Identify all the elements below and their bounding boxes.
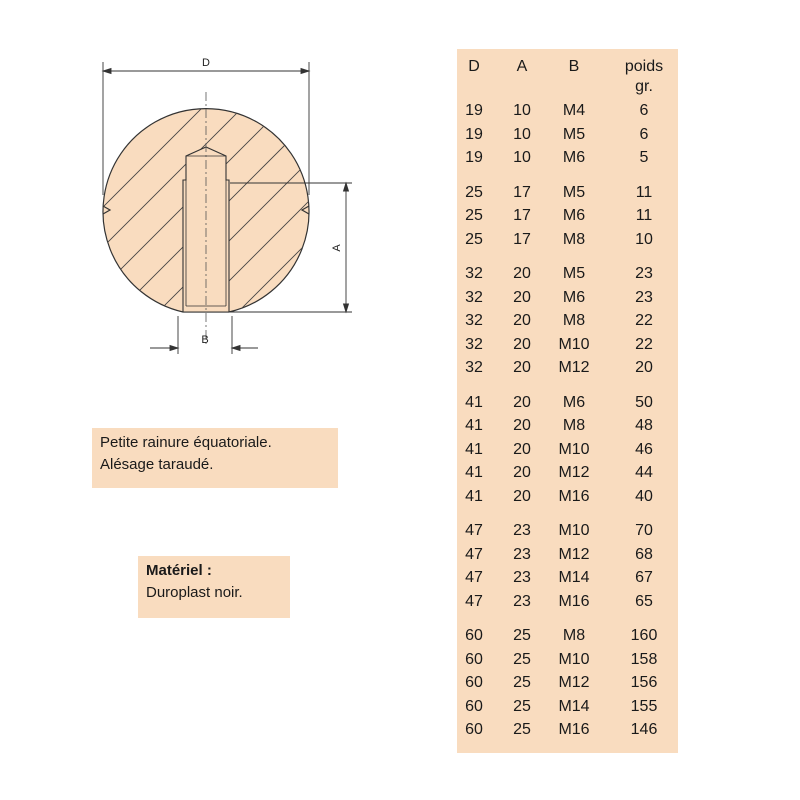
table-cell: 41 <box>465 487 483 505</box>
table-cell: 23 <box>513 592 531 610</box>
table-cell: 65 <box>635 592 653 610</box>
table-cell: 23 <box>513 522 531 539</box>
table-cell: 32 <box>465 312 483 329</box>
table-cell: M8 <box>562 627 586 644</box>
table-cell: M16 <box>558 487 590 505</box>
table-cell: M12 <box>558 359 590 376</box>
table-cell: 160 <box>630 627 658 644</box>
table-cell: 23 <box>635 288 653 306</box>
table-cell: M6 <box>562 393 586 411</box>
table-cell: 23 <box>513 569 531 586</box>
table-cell: 41 <box>465 440 483 458</box>
table-cell: M14 <box>558 697 590 715</box>
table-cell: 25 <box>513 627 531 644</box>
table-cell: 25 <box>465 183 483 201</box>
table-cell: M4 <box>562 102 586 119</box>
table-cell: 22 <box>635 335 653 353</box>
dimensions-table <box>457 49 678 753</box>
description-line-2: Alésage taraudé. <box>100 456 214 473</box>
table-cell: 20 <box>513 265 531 282</box>
table-cell: 10 <box>635 230 653 248</box>
table-cell: 156 <box>630 674 658 691</box>
table-cell: M6 <box>562 207 586 224</box>
table-cell: 32 <box>465 335 483 353</box>
table-cell: 41 <box>465 417 483 434</box>
table-cell: M14 <box>558 569 590 586</box>
table-cell: 23 <box>513 545 531 563</box>
table-cell: 44 <box>635 464 653 481</box>
table-cell: 25 <box>513 721 531 738</box>
table-cell: 41 <box>465 464 483 481</box>
table-cell: 20 <box>635 359 653 376</box>
table-cell: M16 <box>558 592 590 610</box>
table-cell: M5 <box>562 183 586 201</box>
description-line-1: Petite rainure équatoriale. <box>100 434 272 451</box>
table-cell: 25 <box>465 230 483 248</box>
table-cell: 70 <box>635 522 653 539</box>
table-cell: 20 <box>513 464 531 481</box>
table-cell: 50 <box>635 393 653 411</box>
table-cell: 17 <box>513 207 531 224</box>
table-cell: 32 <box>465 265 483 282</box>
table-cell: M8 <box>562 312 586 329</box>
table-cell: M6 <box>562 149 586 166</box>
table-cell: M5 <box>562 125 586 143</box>
table-cell: 67 <box>635 569 653 586</box>
table-cell: 19 <box>465 125 483 143</box>
table-cell: M10 <box>558 522 590 539</box>
header-d: D <box>468 58 480 75</box>
table-cell: 6 <box>639 125 649 143</box>
table-cell: M10 <box>558 650 590 668</box>
header-weight-unit: gr. <box>635 78 653 95</box>
table-cell: 155 <box>630 697 658 715</box>
table-cell: M12 <box>558 545 590 563</box>
material-value: Duroplast noir. <box>146 584 243 601</box>
table-cell: 60 <box>465 627 483 644</box>
table-cell: 48 <box>635 417 653 434</box>
header-weight: poids <box>624 58 664 75</box>
table-cell: 6 <box>639 102 649 119</box>
table-cell: 25 <box>513 697 531 715</box>
table-cell: 11 <box>635 207 653 224</box>
table-cell: 60 <box>465 697 483 715</box>
material-label: Matériel : <box>146 562 212 579</box>
table-cell: 25 <box>465 207 483 224</box>
table-cell: 60 <box>465 674 483 691</box>
table-cell: M5 <box>562 265 586 282</box>
table-cell: 19 <box>465 149 483 166</box>
table-cell: 10 <box>513 125 531 143</box>
table-cell: 22 <box>635 312 653 329</box>
table-cell: M8 <box>562 230 586 248</box>
table-cell: 40 <box>635 487 653 505</box>
table-cell: 20 <box>513 288 531 306</box>
table-cell: 11 <box>635 183 653 201</box>
table-cell: 47 <box>465 592 483 610</box>
table-cell: M16 <box>558 721 590 738</box>
dimension-a-label: A <box>331 244 343 252</box>
table-cell: 10 <box>513 102 531 119</box>
table-cell: 5 <box>639 149 649 166</box>
table-cell: 20 <box>513 335 531 353</box>
table-cell: 32 <box>465 288 483 306</box>
table-cell: 158 <box>630 650 658 668</box>
dimension-d-label: D <box>202 57 210 69</box>
table-cell: 47 <box>465 569 483 586</box>
table-cell: 20 <box>513 440 531 458</box>
table-cell: M10 <box>558 440 590 458</box>
table-cell: 20 <box>513 359 531 376</box>
header-b: B <box>568 58 580 75</box>
table-cell: 20 <box>513 487 531 505</box>
table-cell: 68 <box>635 545 653 563</box>
table-cell: 19 <box>465 102 483 119</box>
description-box <box>92 428 338 488</box>
table-cell: 17 <box>513 183 531 201</box>
table-cell: M12 <box>558 464 590 481</box>
table-cell: 17 <box>513 230 531 248</box>
table-cell: 20 <box>513 312 531 329</box>
table-cell: M12 <box>558 674 590 691</box>
table-cell: 47 <box>465 545 483 563</box>
header-a: A <box>516 58 528 75</box>
table-cell: 47 <box>465 522 483 539</box>
table-cell: 60 <box>465 650 483 668</box>
table-cell: 32 <box>465 359 483 376</box>
table-cell: M10 <box>558 335 590 353</box>
table-cell: 25 <box>513 650 531 668</box>
table-cell: 25 <box>513 674 531 691</box>
material-box <box>138 556 290 618</box>
table-cell: 60 <box>465 721 483 738</box>
table-cell: 20 <box>513 417 531 434</box>
table-cell: M8 <box>562 417 586 434</box>
table-cell: 20 <box>513 393 531 411</box>
table-cell: 23 <box>635 265 653 282</box>
table-cell: 46 <box>635 440 653 458</box>
table-cell: 146 <box>630 721 658 738</box>
table-cell: 10 <box>513 149 531 166</box>
dimension-b-label: B <box>201 334 209 346</box>
table-cell: M6 <box>562 288 586 306</box>
table-cell: 41 <box>465 393 483 411</box>
